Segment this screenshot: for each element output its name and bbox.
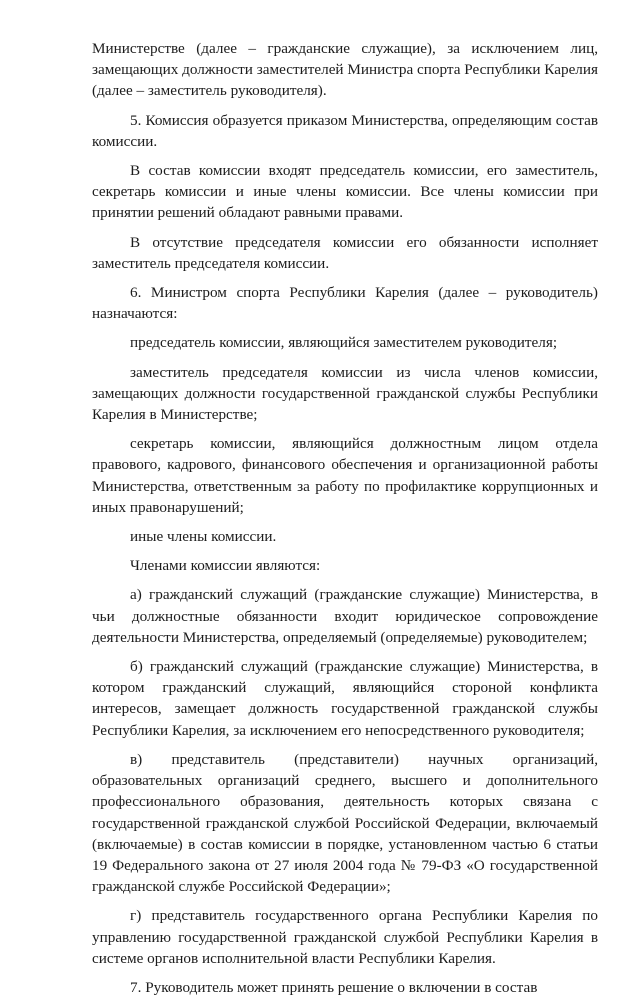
paragraph-absence: В отсутствие председателя комиссии его обязанности исполняет заместитель председателя комиссии.	[92, 233, 598, 272]
paragraph-member-v: в) представитель (представители) научных организаций, образовательных организаций среднего, высшего и дополнительного профессионального образования, деятельность которых связана с государственной гражданской службой Российской Федерации, включаемый (включаемые) в состав комиссии в порядке, установленном частью 6 статьи 19 Федерального закона от 27 июля 2004 года № 79-ФЗ «О государственной гражданской службе Российской Федерации»;	[92, 750, 598, 896]
paragraph-item-7: 7. Руководитель может принять решение о включении в состав	[130, 978, 538, 996]
paragraph-continuation: Министерстве (далее – гражданские служащие), за исключением лиц, замещающих должности заместителей Министра спорта Республики Карелия (далее – заместитель руководителя).	[92, 40, 598, 100]
paragraph-item-5: 5. Комиссия образуется приказом Министерства, определяющим состав комиссии.	[92, 111, 598, 150]
paragraph-member-a: а) гражданский служащий (гражданские служащие) Министерства, в чьи должностные обязанности входит юридическое сопровождение деятельности Министерства, определяемый (определяемые) руководителем;	[92, 586, 598, 646]
paragraph-member-b: б) гражданский служащий (гражданские служащие) Министерства, в котором гражданский служащий, являющийся стороной конфликта интересов, замещает должность государственной гражданской службы Республики Карелия, за исключением его непосредственного руководителя;	[92, 658, 598, 739]
paragraph-member-g: г) представитель государственного органа Республики Карелия по управлению государственной гражданской службой Республики Карелия в системе органов исполнительной власти Республики Карелия.	[92, 907, 598, 967]
paragraph-members-are: Членами комиссии являются:	[130, 557, 321, 575]
paragraph-secretary: секретарь комиссии, являющийся должностным лицом отдела правового, кадрового, финансового обеспечения и организационной работы Министерства, ответственным за работу по профилактике коррупционных и иных правонарушений;	[92, 435, 598, 516]
document-page	[92, 38, 598, 1006]
paragraph-deputy-chairman: заместитель председателя комиссии из числа членов комиссии, замещающих должности государственной гражданской службы Республики Карелия в Министерстве;	[92, 363, 598, 424]
paragraph-composition: В состав комиссии входят председатель комиссии, его заместитель, секретарь комиссии и иные члены комиссии. Все члены комиссии при принятии решений обладают равными правами.	[92, 162, 598, 222]
paragraph-chairman: председатель комиссии, являющийся заместителем руководителя;	[130, 334, 558, 352]
paragraph-other-members: иные члены комиссии.	[130, 528, 277, 546]
paragraph-item-6: 6. Министром спорта Республики Карелия (далее – руководитель) назначаются:	[92, 284, 598, 323]
